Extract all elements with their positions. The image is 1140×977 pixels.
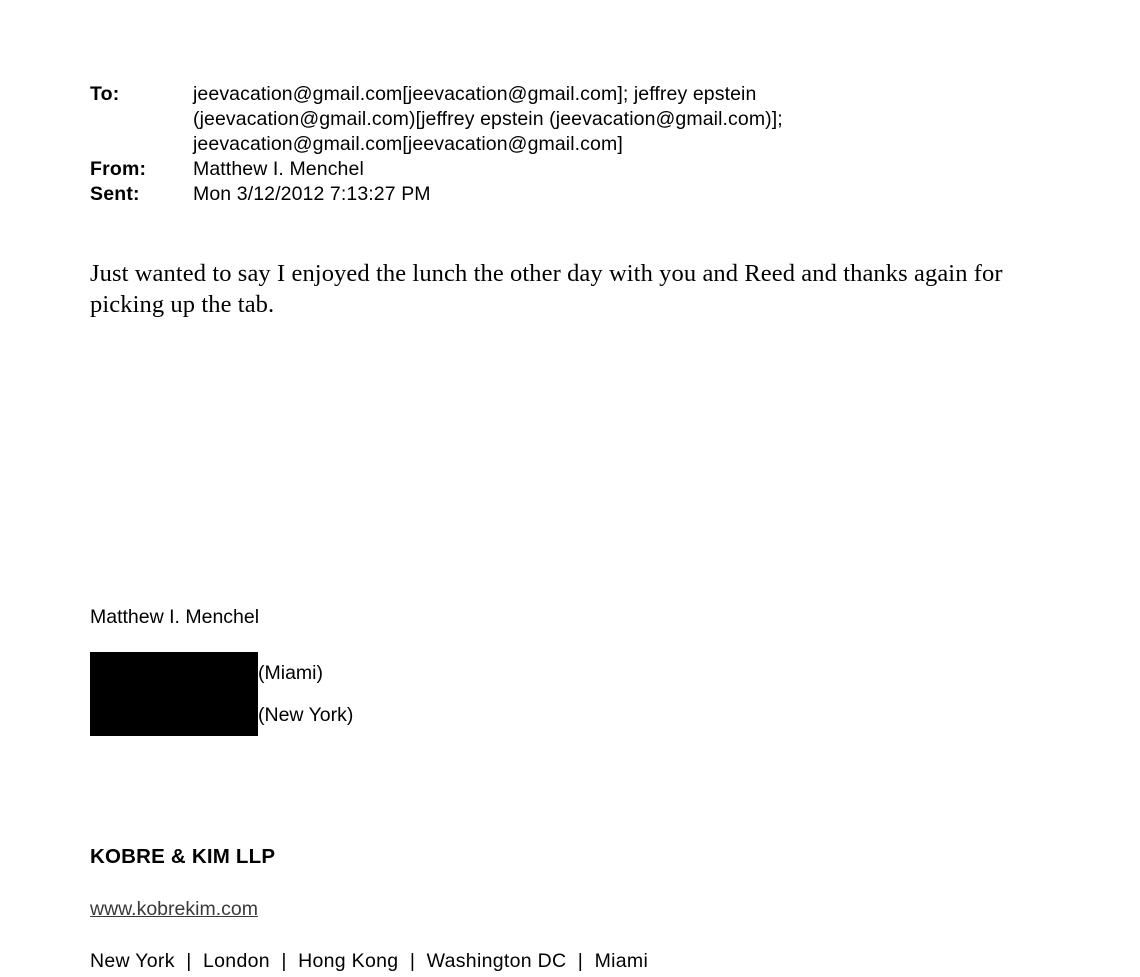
header-label-sent: Sent: (90, 183, 140, 205)
header-value-sent: Mon 3/12/2012 7:13:27 PM (193, 183, 431, 205)
signature-name: Matthew I. Menchel (90, 606, 260, 628)
firm-website-link[interactable]: www.kobrekim.com (90, 898, 258, 920)
email-header (90, 82, 1070, 207)
header-value-from: Matthew I. Menchel (193, 158, 364, 180)
email-body: Just wanted to say I enjoyed the lunch the other day with you and Reed and thanks again for picking up the tab. (90, 260, 1003, 318)
header-label-to: To: (90, 83, 120, 105)
email-signature (90, 604, 790, 974)
firm-name: KOBRE & KIM LLP (90, 845, 276, 868)
signature-phone-lines (90, 652, 790, 736)
header-label-from: From: (90, 158, 147, 180)
phone-location-newyork: (New York) (258, 704, 354, 726)
header-row-to (90, 82, 1070, 157)
header-row-sent (90, 182, 1070, 207)
redaction-block (90, 652, 258, 736)
header-value-to: jeevacation@gmail.com[jeevacation@gmail.com]; jeffrey epstein (jeevacation@gmail.com)[jeffrey epstein (jeevacation@gmail.com)]; jeevacation@gmail.com[jeevacation@gmail.com] (193, 83, 789, 155)
phone-location-miami: (Miami) (258, 662, 323, 684)
header-row-from (90, 157, 1070, 182)
firm-offices: New York | London | Hong Kong | Washington DC | Miami (90, 950, 649, 972)
